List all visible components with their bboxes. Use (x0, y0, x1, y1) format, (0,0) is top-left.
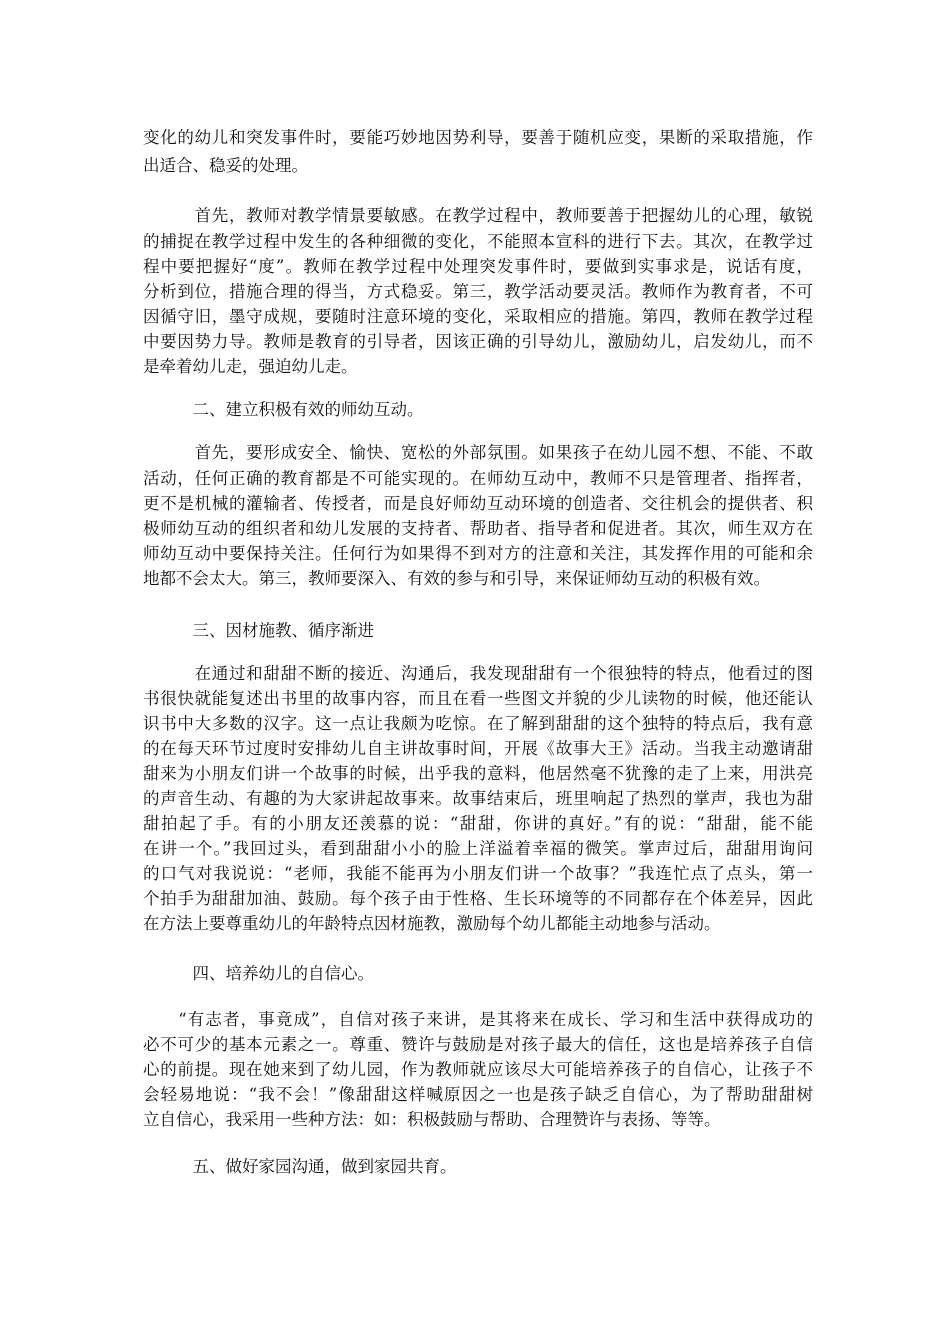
text-line: 的在每天环节过度时安排幼儿自主讲故事时间，开展《故事大王》活动。当我主动邀请甜 (143, 739, 813, 758)
text-line: 地都不会太大。第三，教师要深入、有效的参与和引导，来保证师幼互动的积极有效。 (143, 569, 770, 588)
text-line: 个拍手为甜甜加油、鼓励。每个孩子由于性格、生长环境等的不同都存在个体差异，因此 (143, 889, 813, 908)
text-line: 的捕捉在教学过程中发生的各种细微的变化，不能照本宣科的进行下去。其次，在教学过 (143, 232, 813, 251)
text-line: 必不可少的基本元素之一。尊重、赞许与鼓励是对孩子最大的信任，这也是培养孩子自信 (143, 1035, 813, 1054)
text-line: 会轻易地说：“我不会！”像甜甜这样喊原因之一也是孩子缺乏自信心，为了帮助甜甜树 (143, 1085, 813, 1104)
text-line: 首先，教师对教学情景要敏感。在教学过程中，教师要善于把握幼儿的心理，敏锐 (143, 206, 813, 225)
text-line: 因循守旧，墨守成规，要随时注意环境的变化，采取相应的措施。第四，教师在教学过程 (143, 307, 813, 326)
text-line: “有志者，事竟成”，自信对孩子来讲，是其将来在成长、学习和生活中获得成功的 (143, 1010, 813, 1029)
text-line: 甜拍起了手。有的小朋友还羡慕的说：“甜甜，你讲的真好。”有的说：“甜甜，能不能 (143, 814, 813, 833)
text-line: 的声音生动、有趣的为大家讲起故事来。故事结束后，班里响起了热烈的掌声，我也为甜 (143, 789, 813, 808)
text-line: 立自信心，我采用一些种方法：如：积极鼓励与帮助、合理赞许与表扬、等等。 (143, 1110, 721, 1129)
text-line: 活动，任何正确的教育都是不可能实现的。在师幼互动中，教师不只是管理者、指挥者， (143, 469, 813, 488)
text-line: 程中要把握好“度”。教师在教学过程中处理突发事件时，要做到实事求是，说话有度， (143, 257, 813, 276)
text-line: 识书中大多数的汉字。这一点让我颇为吃惊。在了解到甜甜的这个独特的特点后，我有意 (143, 714, 813, 733)
section-heading: 四、培养幼儿的自信心。 (143, 964, 374, 983)
text-line: 的口气对我说说：“老师，我能不能再为小朋友们讲一个故事？”我连忙点了点头，第一 (143, 864, 813, 883)
text-line: 是牵着幼儿走，强迫幼儿走。 (143, 357, 358, 376)
text-line: 在方法上要尊重幼儿的年龄特点因材施教，激励每个幼儿都能主动地参与活动。 (143, 914, 721, 933)
text-line: 中要因势力导。教师是教育的引导者，因该正确的引导幼儿，激励幼儿，启发幼儿，而不 (143, 332, 813, 351)
text-line: 甜来为小朋友们讲一个故事的时候，出乎我的意料，他居然毫不犹豫的走了上来，用洪亮 (143, 764, 813, 783)
section-heading: 二、建立积极有效的师幼互动。 (143, 400, 424, 419)
text-line: 在讲一个。”我回过头，看到甜甜小小的脸上洋溢着幸福的微笑。掌声过后，甜甜用询问 (143, 839, 813, 858)
section-heading: 五、做好家园沟通，做到家园共育。 (143, 1157, 457, 1176)
section-heading: 三、因材施教、循序渐进 (143, 621, 374, 640)
text-line: 在通过和甜甜不断的接近、沟通后，我发现甜甜有一个很独特的特点，他看过的图 (143, 664, 813, 683)
text-line: 心的前提。现在她来到了幼儿园，作为教师就应该尽大可能培养孩子的自信心，让孩子不 (143, 1060, 813, 1079)
text-line: 极师幼互动的组织者和幼儿发展的支持者、帮助者、指导者和促进者。其次，师生双方在 (143, 519, 813, 538)
text-line: 更不是机械的灌输者、传授者，而是良好师幼互动环境的创造者、交往机会的提供者、积 (143, 494, 813, 513)
text-line: 出适合、稳妥的处理。 (143, 156, 308, 175)
text-line: 分析到位，措施合理的得当，方式稳妥。第三，教学活动要灵活。教师作为教育者，不可 (143, 282, 813, 301)
text-line: 师幼互动中要保持关注。任何行为如果得不到对方的注意和关注，其发挥作用的可能和余 (143, 544, 813, 563)
text-line: 书很快就能复述出书里的故事内容，而且在看一些图文并貌的少儿读物的时候，他还能认 (143, 689, 813, 708)
text-line: 首先，要形成安全、愉快、宽松的外部氛围。如果孩子在幼儿园不想、不能、不敢 (143, 443, 813, 462)
text-line: 变化的幼儿和突发事件时，要能巧妙地因势利导，要善于随机应变，果断的采取措施，作 (143, 128, 813, 147)
